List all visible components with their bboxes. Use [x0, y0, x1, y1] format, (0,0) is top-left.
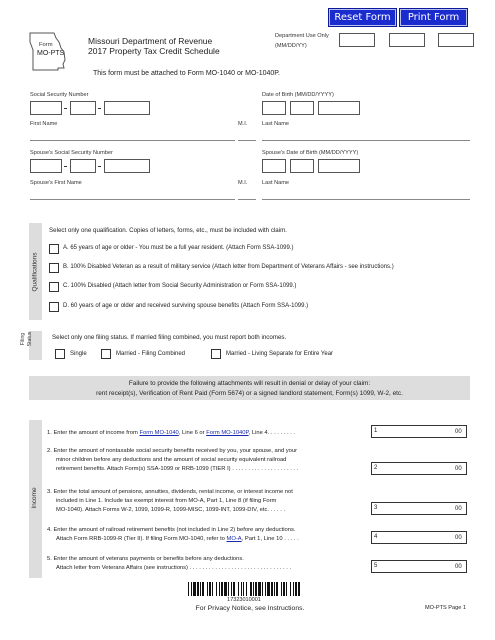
line-1-number: 1 [374, 428, 378, 434]
income-label: Income [31, 487, 38, 509]
dept-use-day-box[interactable] [389, 33, 425, 47]
filing-separate-label: Married - Living Separate for Entire Year [226, 351, 334, 357]
filing-status-label-2: Status [27, 331, 33, 347]
attach-note: This form must be attached to Form MO-1040 or MO-1040P. [93, 70, 281, 77]
income-line-4-text: 4. Enter the amount of railroad retirement benefits (not included in Line 2) before any deductions. Attach Form RRB-1099-R (Tier II). If filing Form MO-1040, refer to MO-A, Part 1, Line 10 . . . . . [47, 527, 299, 542]
ssn-part2-input[interactable] [70, 101, 96, 115]
spouse-last-name-input[interactable] [262, 199, 470, 200]
spouse-ssn-label: Spouse's Social Security Number [30, 150, 113, 156]
line-4-cents: 00 [455, 535, 462, 541]
line-2-number: 2 [374, 465, 378, 471]
first-name-input[interactable] [30, 140, 235, 141]
barcode-number: 17323010001 [227, 597, 261, 603]
qualifications-intro: Select only one qualification. Copies of letters, forms, etc., must be included with claim. [49, 227, 287, 234]
qualification-b-checkbox[interactable] [49, 263, 59, 273]
agency-name: Missouri Department of Revenue [88, 36, 213, 46]
page-title: 2017 Property Tax Credit Schedule [88, 46, 220, 56]
qualification-b-label: B. 100% Disabled Veteran as a result of military service (Attach letter from Department of Veterans Affairs - see instructions.) [63, 264, 394, 270]
spouse-dob-year-input[interactable] [318, 159, 360, 173]
income-line-1-amount-input[interactable] [371, 425, 467, 438]
spouse-dob-label: Spouse's Date of Birth (MM/DD/YYYY) [262, 150, 359, 156]
filing-status-intro: Select only one filing status. If married filing combined, you must report both incomes. [52, 334, 287, 341]
ssn-label: Social Security Number [30, 92, 89, 98]
qualification-d-checkbox[interactable] [49, 302, 59, 312]
spouse-dob-month-input[interactable] [262, 159, 286, 173]
print-form-button[interactable]: Print Form [399, 8, 468, 27]
line-2-cents: 00 [455, 466, 462, 472]
qualification-c-checkbox[interactable] [49, 282, 59, 292]
line-3-number: 3 [374, 505, 378, 511]
spouse-ssn-part1-input[interactable] [30, 159, 62, 173]
spouse-first-name-input[interactable] [30, 199, 235, 200]
ssn-part1-input[interactable] [30, 101, 62, 115]
income-line-3-amount-input[interactable] [371, 502, 467, 515]
filing-separate-checkbox[interactable] [211, 349, 221, 359]
spouse-ssn-part2-input[interactable] [70, 159, 96, 173]
barcode-image [188, 582, 300, 596]
dob-year-input[interactable] [318, 101, 360, 115]
dept-use-month-box[interactable] [339, 33, 375, 47]
dept-use-format: (MM/DD/YY) [275, 43, 307, 49]
dob-label: Date of Birth (MM/DD/YYYY) [262, 92, 334, 98]
ssn-part3-input[interactable] [104, 101, 150, 115]
first-name-label: First Name [30, 121, 58, 127]
filing-combined-label: Married - Filing Combined [116, 351, 186, 357]
line-5-cents: 00 [455, 564, 462, 570]
income-line-2-amount-input[interactable] [371, 462, 467, 475]
mi-input[interactable] [238, 140, 256, 141]
filing-combined-checkbox[interactable] [101, 349, 111, 359]
spouse-ssn-part3-input[interactable] [104, 159, 150, 173]
income-line-1-text: 1. Enter the amount of income from Form MO-1040, Line 6 or Form MO-1040P, Line 4. . . . . . . . . [47, 430, 296, 436]
income-line-5-text: 5. Enter the amount of veterans payments or benefits before any deductions. Attach letter from Veterans Affairs (see instructions) . . . . . . . . . . . . . . . . . . . . . . . . . . . . . . . . [47, 556, 292, 571]
qualification-a-label: A. 65 years of age or older - You must be a full year resident. (Attach Form SSA-1099.) [63, 245, 294, 251]
dob-month-input[interactable] [262, 101, 286, 115]
form-mo-1040p-link[interactable]: Form MO-1040P [206, 430, 249, 436]
page-number: MO-PTS Page 1 [425, 605, 467, 611]
spouse-last-name-label: Last Name [262, 180, 290, 186]
form-label: Form [39, 42, 53, 48]
dept-use-label: Department Use Only [275, 33, 329, 39]
dob-day-input[interactable] [290, 101, 314, 115]
qualification-d-label: D. 60 years of age or older and received surviving spouse benefits (Attach Form SSA-1099.) [63, 303, 309, 309]
qualifications-label: Qualifications [31, 252, 39, 292]
privacy-notice: For Privacy Notice, see Instructions. [195, 605, 305, 612]
income-line-4-amount-input[interactable] [371, 531, 467, 544]
last-name-label: Last Name [262, 121, 290, 127]
spouse-dob-day-input[interactable] [290, 159, 314, 173]
notice-line-1: Failure to provide the following attachments will result in denial or delay of your claim: [128, 380, 371, 387]
income-line-3-text: 3. Enter the total amount of pensions, annuities, dividends, rental income, or interest income not included in Line 1. Include tax exempt interest from MO-A, Part 1, Line 8 (if filing Form MO-1040). Attach Forms W-2, 1099, 1099-R, 1099-MISC, 1099-INT, 1099-DIV, etc. . . . . . [47, 489, 293, 513]
dept-use-year-box[interactable] [438, 33, 474, 47]
qualification-c-label: C. 100% Disabled (Attach letter from Social Security Administration or Form SSA-1099.) [63, 283, 297, 289]
spouse-mi-input[interactable] [238, 199, 256, 200]
spouse-mi-label: M.I. [238, 180, 248, 186]
filing-single-label: Single [70, 351, 87, 357]
income-line-5-amount-input[interactable] [371, 560, 467, 573]
form-mo-1040-link[interactable]: Form MO-1040 [139, 430, 179, 436]
filing-single-checkbox[interactable] [55, 349, 65, 359]
notice-line-2: rent receipt(s), Verification of Rent Paid (Form 5674) or a signed landlord statement, Form(s) 1099, W-2, etc. [96, 390, 403, 397]
line-4-number: 4 [374, 534, 378, 540]
mo-a-link[interactable]: MO-A [226, 535, 242, 542]
filing-status-label-1: Filing [20, 332, 26, 346]
line-1-cents: 00 [455, 429, 462, 435]
qualification-a-checkbox[interactable] [49, 244, 59, 254]
reset-form-button[interactable]: Reset Form [328, 8, 397, 27]
last-name-input[interactable] [262, 140, 470, 141]
form-id: MO-PTS [37, 50, 65, 57]
spouse-first-name-label: Spouse's First Name [30, 180, 82, 186]
line-3-cents: 00 [455, 506, 462, 512]
mi-label: M.I. [238, 121, 248, 127]
income-line-2-text: 2. Enter the amount of nontaxable social security benefits received by you, your spouse, and your minor children before any deductions and the amount of social security equivalent railroad retirement benefits. Attach Form(s) SSA-1099 or RRB-1099 (TIER I) . . . . . . . . . . . . . . . . . . . . . [47, 448, 299, 472]
line-5-number: 5 [374, 563, 378, 569]
